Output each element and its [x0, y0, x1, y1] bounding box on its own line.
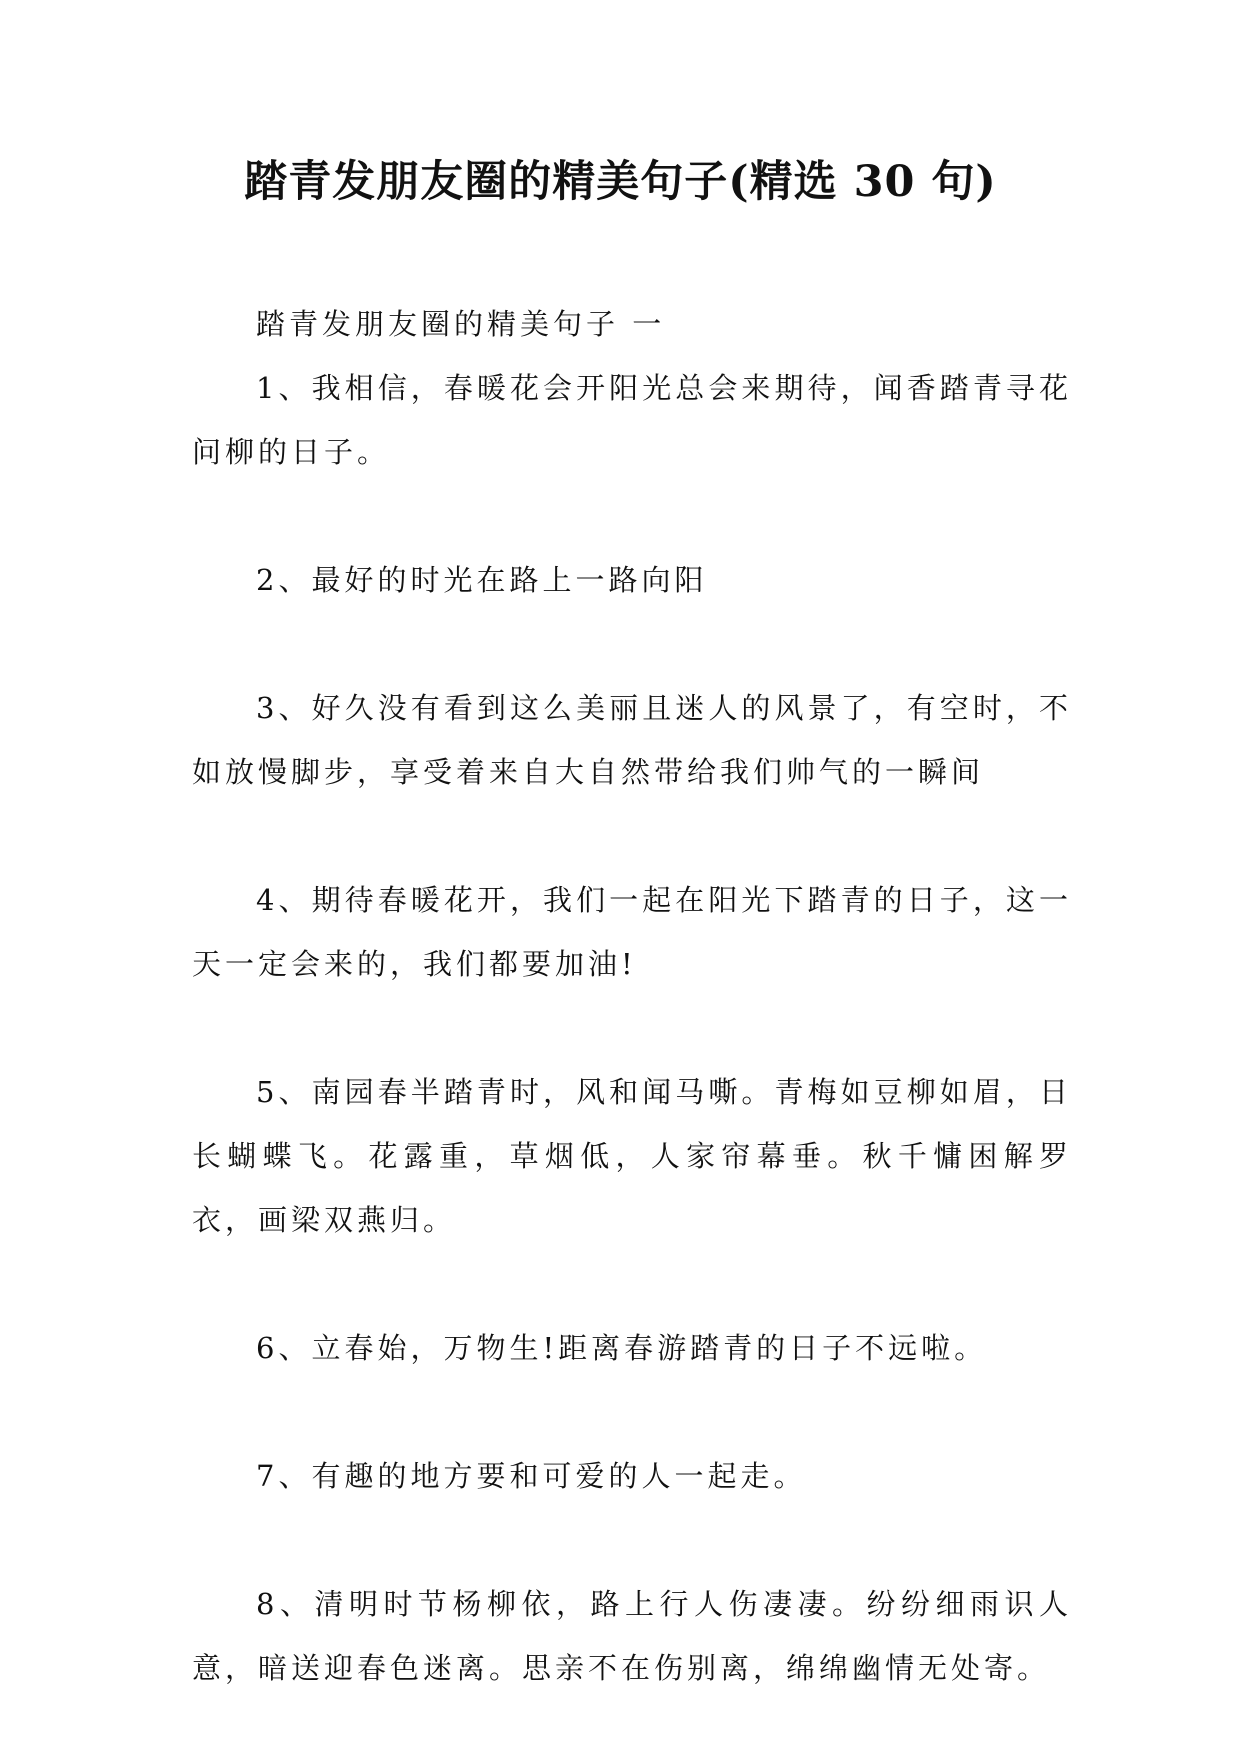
- entry-5: 5、南园春半踏青时，风和闻马嘶。青梅如豆柳如眉，日长蝴蝶飞。花露重，草烟低，人家帘幕垂。秋千慵困解罗衣，画梁双燕归。: [192, 1075, 1072, 1237]
- entry-2: 2、最好的时光在路上一路向阳: [256, 563, 708, 597]
- entry-6: 6、立春始，万物生!距离春游踏青的日子不远啦。: [256, 1331, 988, 1365]
- section-heading: 踏青发朋友圈的精美句子 一: [256, 307, 666, 341]
- entry-8: 8、清明时节杨柳依，路上行人伤凄凄。纷纷细雨识人意，暗送迎春色迷离。思亲不在伤别离，绵绵幽情无处寄。: [192, 1587, 1072, 1685]
- entry-1: 1、我相信，春暖花会开阳光总会来期待，闻香踏青寻花问柳的日子。: [192, 371, 1072, 469]
- document-body: [192, 292, 1072, 1764]
- document-title: 踏青发朋友圈的精美句子(精选 30 句): [244, 157, 997, 207]
- entry-3: 3、好久没有看到这么美丽且迷人的风景了，有空时，不如放慢脚步，享受着来自大自然带给我们帅气的一瞬间: [192, 691, 1072, 789]
- entry-7: 7、有趣的地方要和可爱的人一起走。: [256, 1459, 807, 1493]
- entry-4: 4、期待春暖花开，我们一起在阳光下踏青的日子，这一天一定会来的，我们都要加油!: [192, 883, 1072, 981]
